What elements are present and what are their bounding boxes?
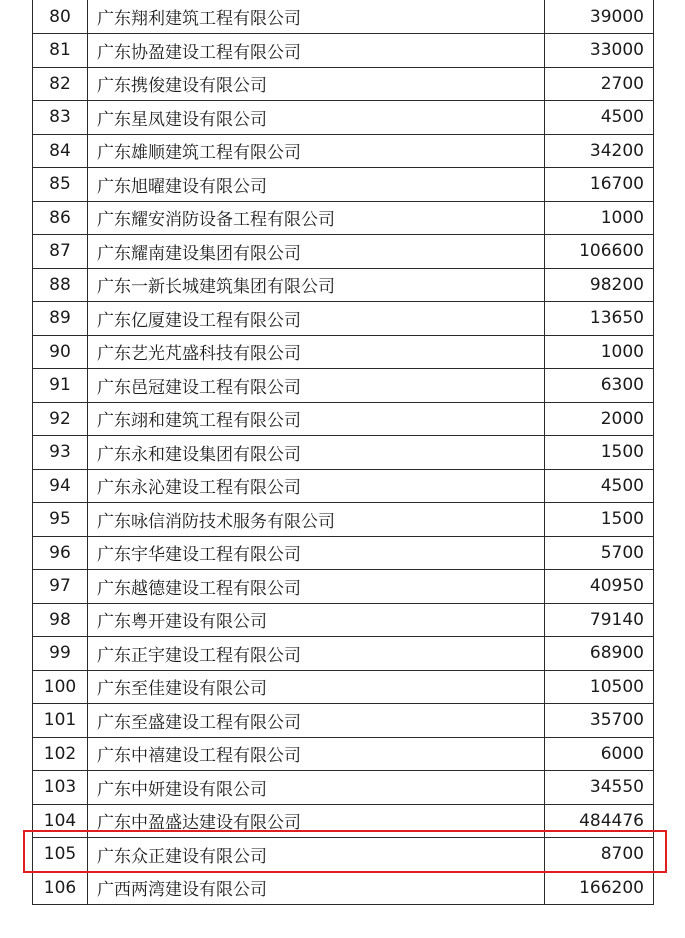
company-amount-table bbox=[32, 0, 654, 905]
table-row bbox=[33, 637, 654, 671]
company-name-cell: 广东越德建设工程有限公司 bbox=[88, 570, 545, 604]
amount-cell: 166200 bbox=[545, 871, 654, 905]
amount-cell: 6000 bbox=[545, 737, 654, 771]
table-row bbox=[33, 469, 654, 503]
amount-cell: 1000 bbox=[545, 201, 654, 235]
table-row bbox=[33, 503, 654, 537]
table-row bbox=[33, 101, 654, 135]
company-name-cell: 广东正宇建设工程有限公司 bbox=[88, 637, 545, 671]
company-name-cell: 广东耀安消防设备工程有限公司 bbox=[88, 201, 545, 235]
amount-cell: 4500 bbox=[545, 101, 654, 135]
row-number-cell: 105 bbox=[33, 838, 88, 872]
row-number-cell: 98 bbox=[33, 603, 88, 637]
row-number-cell: 96 bbox=[33, 536, 88, 570]
table-row bbox=[33, 0, 654, 34]
amount-cell: 34200 bbox=[545, 134, 654, 168]
amount-cell: 34550 bbox=[545, 771, 654, 805]
row-number-cell: 106 bbox=[33, 871, 88, 905]
table-row bbox=[33, 804, 654, 838]
table-row bbox=[33, 771, 654, 805]
company-name-cell: 广东艺光芃盛科技有限公司 bbox=[88, 335, 545, 369]
table-row bbox=[33, 235, 654, 269]
table-row bbox=[33, 570, 654, 604]
amount-cell: 1500 bbox=[545, 503, 654, 537]
row-number-cell: 83 bbox=[33, 101, 88, 135]
row-number-cell: 84 bbox=[33, 134, 88, 168]
company-name-cell: 广东一新长城建筑集团有限公司 bbox=[88, 268, 545, 302]
amount-cell: 1000 bbox=[545, 335, 654, 369]
company-name-cell: 广东中盈盛达建设有限公司 bbox=[88, 804, 545, 838]
row-number-cell: 91 bbox=[33, 369, 88, 403]
row-number-cell: 101 bbox=[33, 704, 88, 738]
table-row bbox=[33, 201, 654, 235]
amount-cell: 13650 bbox=[545, 302, 654, 336]
table-row bbox=[33, 369, 654, 403]
row-number-cell: 87 bbox=[33, 235, 88, 269]
row-number-cell: 80 bbox=[33, 0, 88, 34]
table-row bbox=[33, 536, 654, 570]
company-table-container bbox=[32, 0, 653, 905]
company-name-cell: 广东翔利建筑工程有限公司 bbox=[88, 0, 545, 34]
company-name-cell: 广东众正建设有限公司 bbox=[88, 838, 545, 872]
company-name-cell: 广东永沁建设工程有限公司 bbox=[88, 469, 545, 503]
company-name-cell: 广东翊和建筑工程有限公司 bbox=[88, 402, 545, 436]
company-name-cell: 广东邑冠建设工程有限公司 bbox=[88, 369, 545, 403]
row-number-cell: 88 bbox=[33, 268, 88, 302]
company-name-cell: 广东宇华建设工程有限公司 bbox=[88, 536, 545, 570]
row-number-cell: 89 bbox=[33, 302, 88, 336]
table-row bbox=[33, 302, 654, 336]
company-name-cell: 广东协盈建设工程有限公司 bbox=[88, 34, 545, 68]
company-name-cell: 广东亿厦建设工程有限公司 bbox=[88, 302, 545, 336]
table-row bbox=[33, 67, 654, 101]
company-name-cell: 广东雄顺建筑工程有限公司 bbox=[88, 134, 545, 168]
amount-cell: 6300 bbox=[545, 369, 654, 403]
table-row bbox=[33, 335, 654, 369]
amount-cell: 8700 bbox=[545, 838, 654, 872]
amount-cell: 2700 bbox=[545, 67, 654, 101]
amount-cell: 106600 bbox=[545, 235, 654, 269]
company-name-cell: 广东咏信消防技术服务有限公司 bbox=[88, 503, 545, 537]
row-number-cell: 86 bbox=[33, 201, 88, 235]
amount-cell: 484476 bbox=[545, 804, 654, 838]
table-row bbox=[33, 34, 654, 68]
table-row bbox=[33, 704, 654, 738]
company-name-cell: 广西两湾建设有限公司 bbox=[88, 871, 545, 905]
table-row bbox=[33, 670, 654, 704]
table-row bbox=[33, 737, 654, 771]
company-name-cell: 广东至佳建设有限公司 bbox=[88, 670, 545, 704]
company-name-cell: 广东携俊建设有限公司 bbox=[88, 67, 545, 101]
table-row bbox=[33, 871, 654, 905]
row-number-cell: 104 bbox=[33, 804, 88, 838]
table-row bbox=[33, 268, 654, 302]
row-number-cell: 94 bbox=[33, 469, 88, 503]
amount-cell: 5700 bbox=[545, 536, 654, 570]
table-row bbox=[33, 134, 654, 168]
company-name-cell: 广东耀南建设集团有限公司 bbox=[88, 235, 545, 269]
table-row bbox=[33, 603, 654, 637]
row-number-cell: 97 bbox=[33, 570, 88, 604]
row-number-cell: 102 bbox=[33, 737, 88, 771]
company-name-cell: 广东中妍建设有限公司 bbox=[88, 771, 545, 805]
table-row bbox=[33, 402, 654, 436]
amount-cell: 40950 bbox=[545, 570, 654, 604]
company-name-cell: 广东至盛建设工程有限公司 bbox=[88, 704, 545, 738]
amount-cell: 1500 bbox=[545, 436, 654, 470]
amount-cell: 33000 bbox=[545, 34, 654, 68]
company-name-cell: 广东旭曜建设有限公司 bbox=[88, 168, 545, 202]
table-body bbox=[33, 0, 654, 905]
row-number-cell: 99 bbox=[33, 637, 88, 671]
row-number-cell: 82 bbox=[33, 67, 88, 101]
amount-cell: 4500 bbox=[545, 469, 654, 503]
row-number-cell: 90 bbox=[33, 335, 88, 369]
amount-cell: 39000 bbox=[545, 0, 654, 34]
amount-cell: 10500 bbox=[545, 670, 654, 704]
amount-cell: 68900 bbox=[545, 637, 654, 671]
company-name-cell: 广东粤开建设有限公司 bbox=[88, 603, 545, 637]
row-number-cell: 81 bbox=[33, 34, 88, 68]
company-name-cell: 广东中禧建设工程有限公司 bbox=[88, 737, 545, 771]
amount-cell: 2000 bbox=[545, 402, 654, 436]
company-name-cell: 广东星凤建设有限公司 bbox=[88, 101, 545, 135]
row-number-cell: 100 bbox=[33, 670, 88, 704]
table-row bbox=[33, 436, 654, 470]
amount-cell: 79140 bbox=[545, 603, 654, 637]
table-row bbox=[33, 838, 654, 872]
company-name-cell: 广东永和建设集团有限公司 bbox=[88, 436, 545, 470]
row-number-cell: 95 bbox=[33, 503, 88, 537]
amount-cell: 16700 bbox=[545, 168, 654, 202]
row-number-cell: 92 bbox=[33, 402, 88, 436]
row-number-cell: 93 bbox=[33, 436, 88, 470]
amount-cell: 98200 bbox=[545, 268, 654, 302]
row-number-cell: 85 bbox=[33, 168, 88, 202]
row-number-cell: 103 bbox=[33, 771, 88, 805]
table-row bbox=[33, 168, 654, 202]
amount-cell: 35700 bbox=[545, 704, 654, 738]
